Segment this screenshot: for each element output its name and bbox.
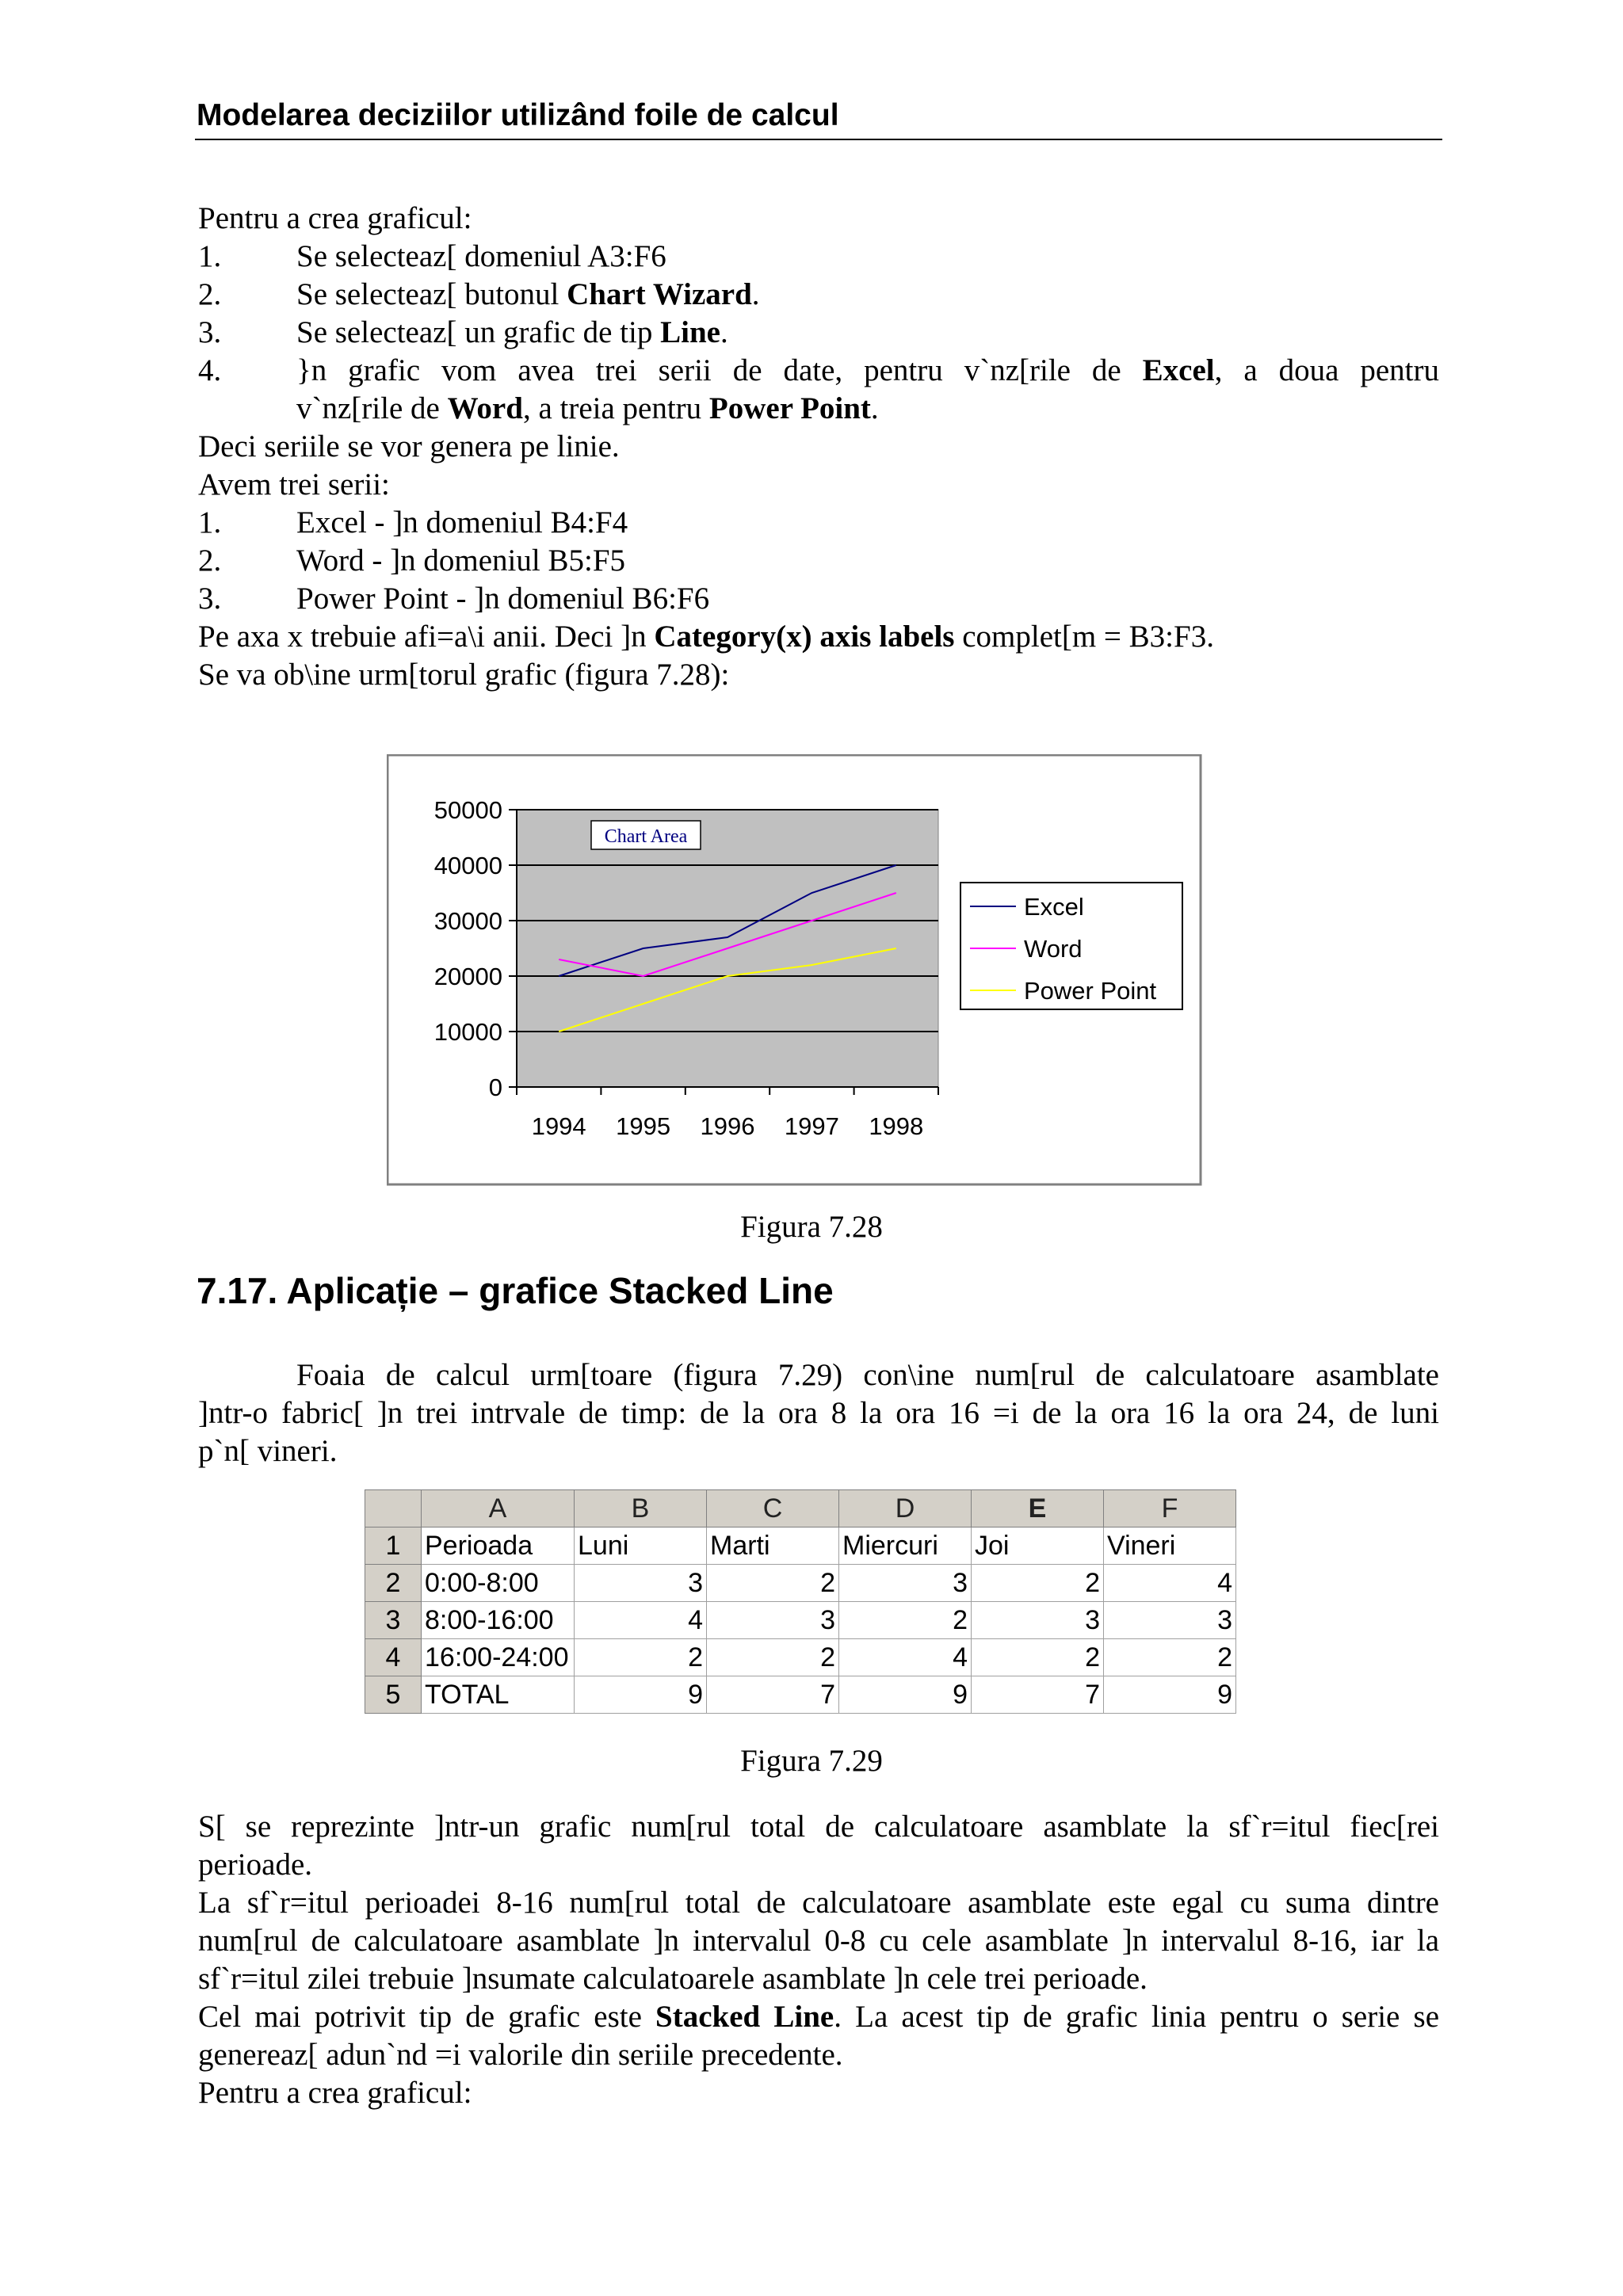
step-1: 1. Se selecteaz[ domeniul A3:F6 (198, 239, 666, 273)
cell-b2[interactable]: 3 (575, 1565, 707, 1602)
figure-728-caption: Figura 7.28 (740, 1210, 883, 1244)
y-tick-label: 10000 (433, 1018, 502, 1046)
legend-label: Excel (1024, 893, 1084, 921)
legend-label: Power Point (1024, 977, 1157, 1005)
sheet-row-3 (365, 1602, 1236, 1639)
p1-line-2: ]ntr-o fabric[ ]n trei intrvale de timp: de la ora 8 la ora 16 =i de la ora 16 la ora 24, de luni (198, 1396, 1439, 1430)
cell-b5[interactable]: 9 (575, 1676, 707, 1714)
step-3: 3. Se selecteaz[ un grafic de tip Line. (198, 315, 728, 349)
sheet-row-5 (365, 1676, 1236, 1714)
p2-line-2: perioade. (198, 1848, 313, 1882)
y-tick-label: 40000 (433, 852, 502, 879)
chart-area-tooltip-label: Chart Area (604, 826, 688, 847)
sheet-row-1 (365, 1527, 1236, 1565)
cell-c4[interactable]: 2 (707, 1639, 839, 1676)
select-all-corner[interactable] (365, 1490, 422, 1527)
y-tick-label: 30000 (433, 907, 502, 935)
cell-a2[interactable]: 0:00-8:00 (422, 1565, 575, 1602)
cell-c5[interactable]: 7 (707, 1676, 839, 1714)
paragraph-2 (198, 1808, 1439, 2112)
column-header-a[interactable]: A (422, 1490, 575, 1527)
x-tick-label: 1998 (869, 1112, 924, 1140)
p1-line-1: Foaia de calcul urm[toare (figura 7.29) con\ine num[rul de calculatoare asamblate (296, 1358, 1439, 1392)
step-4: 4. }n grafic vom avea trei serii de date, pentru v`nz[rile de Excel, a doua pentru (198, 353, 1439, 387)
cell-d4[interactable]: 4 (839, 1639, 972, 1676)
column-header-d[interactable]: D (839, 1490, 972, 1527)
section-heading: 7.17. Aplicație – grafice Stacked Line (197, 1270, 834, 1311)
sheet-row-4 (365, 1639, 1236, 1676)
cell-b3[interactable]: 4 (575, 1602, 707, 1639)
p2-line-5: sf`r=itul zilei trebuie ]nsumate calculatoarele asamblate ]n cele trei perioade. (198, 1962, 1148, 1996)
series-2: 2. Word - ]n domeniul B5:F5 (198, 543, 626, 578)
p2-line-8: Pentru a crea graficul: (198, 2076, 472, 2110)
cell-c2[interactable]: 2 (707, 1565, 839, 1602)
axis-labels-line: Pe axa x trebuie afi=a\i anii. Deci ]n Category(x) axis labels complet[m = B3:F3. (198, 620, 1214, 654)
header-rule (195, 139, 1442, 140)
p2-line-4: num[rul de calculatoare asamblate ]n intervalul 0-8 cu cele asamblate ]n intervalul 8-16, iar la (198, 1924, 1439, 1958)
cell-d3[interactable]: 2 (839, 1602, 972, 1639)
column-header-b[interactable]: B (575, 1490, 707, 1527)
figure-729-caption: Figura 7.29 (740, 1744, 883, 1778)
column-header-e[interactable]: E (972, 1490, 1104, 1527)
cell-a5[interactable]: TOTAL (422, 1676, 575, 1714)
cell-f1[interactable]: Vineri (1104, 1527, 1236, 1565)
cell-f5[interactable]: 9 (1104, 1676, 1236, 1714)
step-4-continued: v`nz[rile de Word, a treia pentru Power Point. (296, 391, 879, 425)
cell-c3[interactable]: 3 (707, 1602, 839, 1639)
cell-d1[interactable]: Miercuri (839, 1527, 972, 1565)
cell-d5[interactable]: 9 (839, 1676, 972, 1714)
column-header-c[interactable]: C (707, 1490, 839, 1527)
row-header-2[interactable]: 2 (365, 1565, 422, 1602)
cell-c1[interactable]: Marti (707, 1527, 839, 1565)
result-line: Se va ob\ine urm[torul grafic (figura 7.28): (198, 658, 730, 692)
p2-line-1: S[ se reprezinte ]ntr-un grafic num[rul total de calculatoare asamblate la sf`r=itul fiec[rei (198, 1810, 1439, 1844)
row-header-1[interactable]: 1 (365, 1527, 422, 1565)
cell-e4[interactable]: 2 (972, 1639, 1104, 1676)
cell-e5[interactable]: 7 (972, 1676, 1104, 1714)
line-avem: Avem trei serii: (198, 467, 390, 502)
p2-line-3: La sf`r=itul perioadei 8-16 num[rul total de calculatoare asamblate este egal cu suma dintre (198, 1886, 1439, 1920)
series-1: 1. Excel - ]n domeniul B4:F4 (198, 505, 628, 540)
x-tick-label: 1995 (616, 1112, 671, 1140)
series-3: 3. Power Point - ]n domeniul B6:F6 (198, 582, 710, 616)
cell-d2[interactable]: 3 (839, 1565, 972, 1602)
x-tick-label: 1997 (784, 1112, 839, 1140)
row-header-5[interactable]: 5 (365, 1676, 422, 1714)
line-chart (387, 754, 1203, 1187)
row-header-3[interactable]: 3 (365, 1602, 422, 1639)
p2-line-6: Cel mai potrivit tip de grafic este Stacked Line. La acest tip de grafic linia pentru o serie se (198, 2000, 1440, 2034)
cell-e2[interactable]: 2 (972, 1565, 1104, 1602)
legend-label: Word (1024, 935, 1083, 963)
spreadsheet (365, 1489, 1236, 1714)
cell-e1[interactable]: Joi (972, 1527, 1104, 1565)
running-header: Modelarea deciziilor utilizând foile de calcul (197, 98, 839, 132)
intro-line: Pentru a crea graficul: (198, 201, 472, 235)
step-2: 2. Se selecteaz[ butonul Chart Wizard. (198, 277, 760, 311)
cell-f2[interactable]: 4 (1104, 1565, 1236, 1602)
paragraph-1 (198, 1356, 1439, 1470)
y-tick-label: 20000 (433, 963, 502, 990)
cell-a3[interactable]: 8:00-16:00 (422, 1602, 575, 1639)
line-deci: Deci seriile se vor genera pe linie. (198, 429, 620, 463)
cell-e3[interactable]: 3 (972, 1602, 1104, 1639)
cell-b1[interactable]: Luni (575, 1527, 707, 1565)
y-tick-label: 50000 (433, 796, 502, 824)
p1-line-3: p`n[ vineri. (198, 1434, 338, 1468)
column-header-f[interactable]: F (1104, 1490, 1236, 1527)
cell-f4[interactable]: 2 (1104, 1639, 1236, 1676)
x-tick-label: 1994 (531, 1112, 586, 1140)
cell-a1[interactable]: Perioada (422, 1527, 575, 1565)
sheet-row-2 (365, 1565, 1236, 1602)
p2-line-7: genereaz[ adun`nd =i valorile din seriile precedente. (198, 2038, 843, 2072)
y-tick-label: 0 (488, 1074, 502, 1101)
cell-b4[interactable]: 2 (575, 1639, 707, 1676)
cell-a4[interactable]: 16:00-24:00 (422, 1639, 575, 1676)
x-tick-label: 1996 (700, 1112, 755, 1140)
instructions-block (198, 200, 1439, 694)
cell-f3[interactable]: 3 (1104, 1602, 1236, 1639)
row-header-4[interactable]: 4 (365, 1639, 422, 1676)
